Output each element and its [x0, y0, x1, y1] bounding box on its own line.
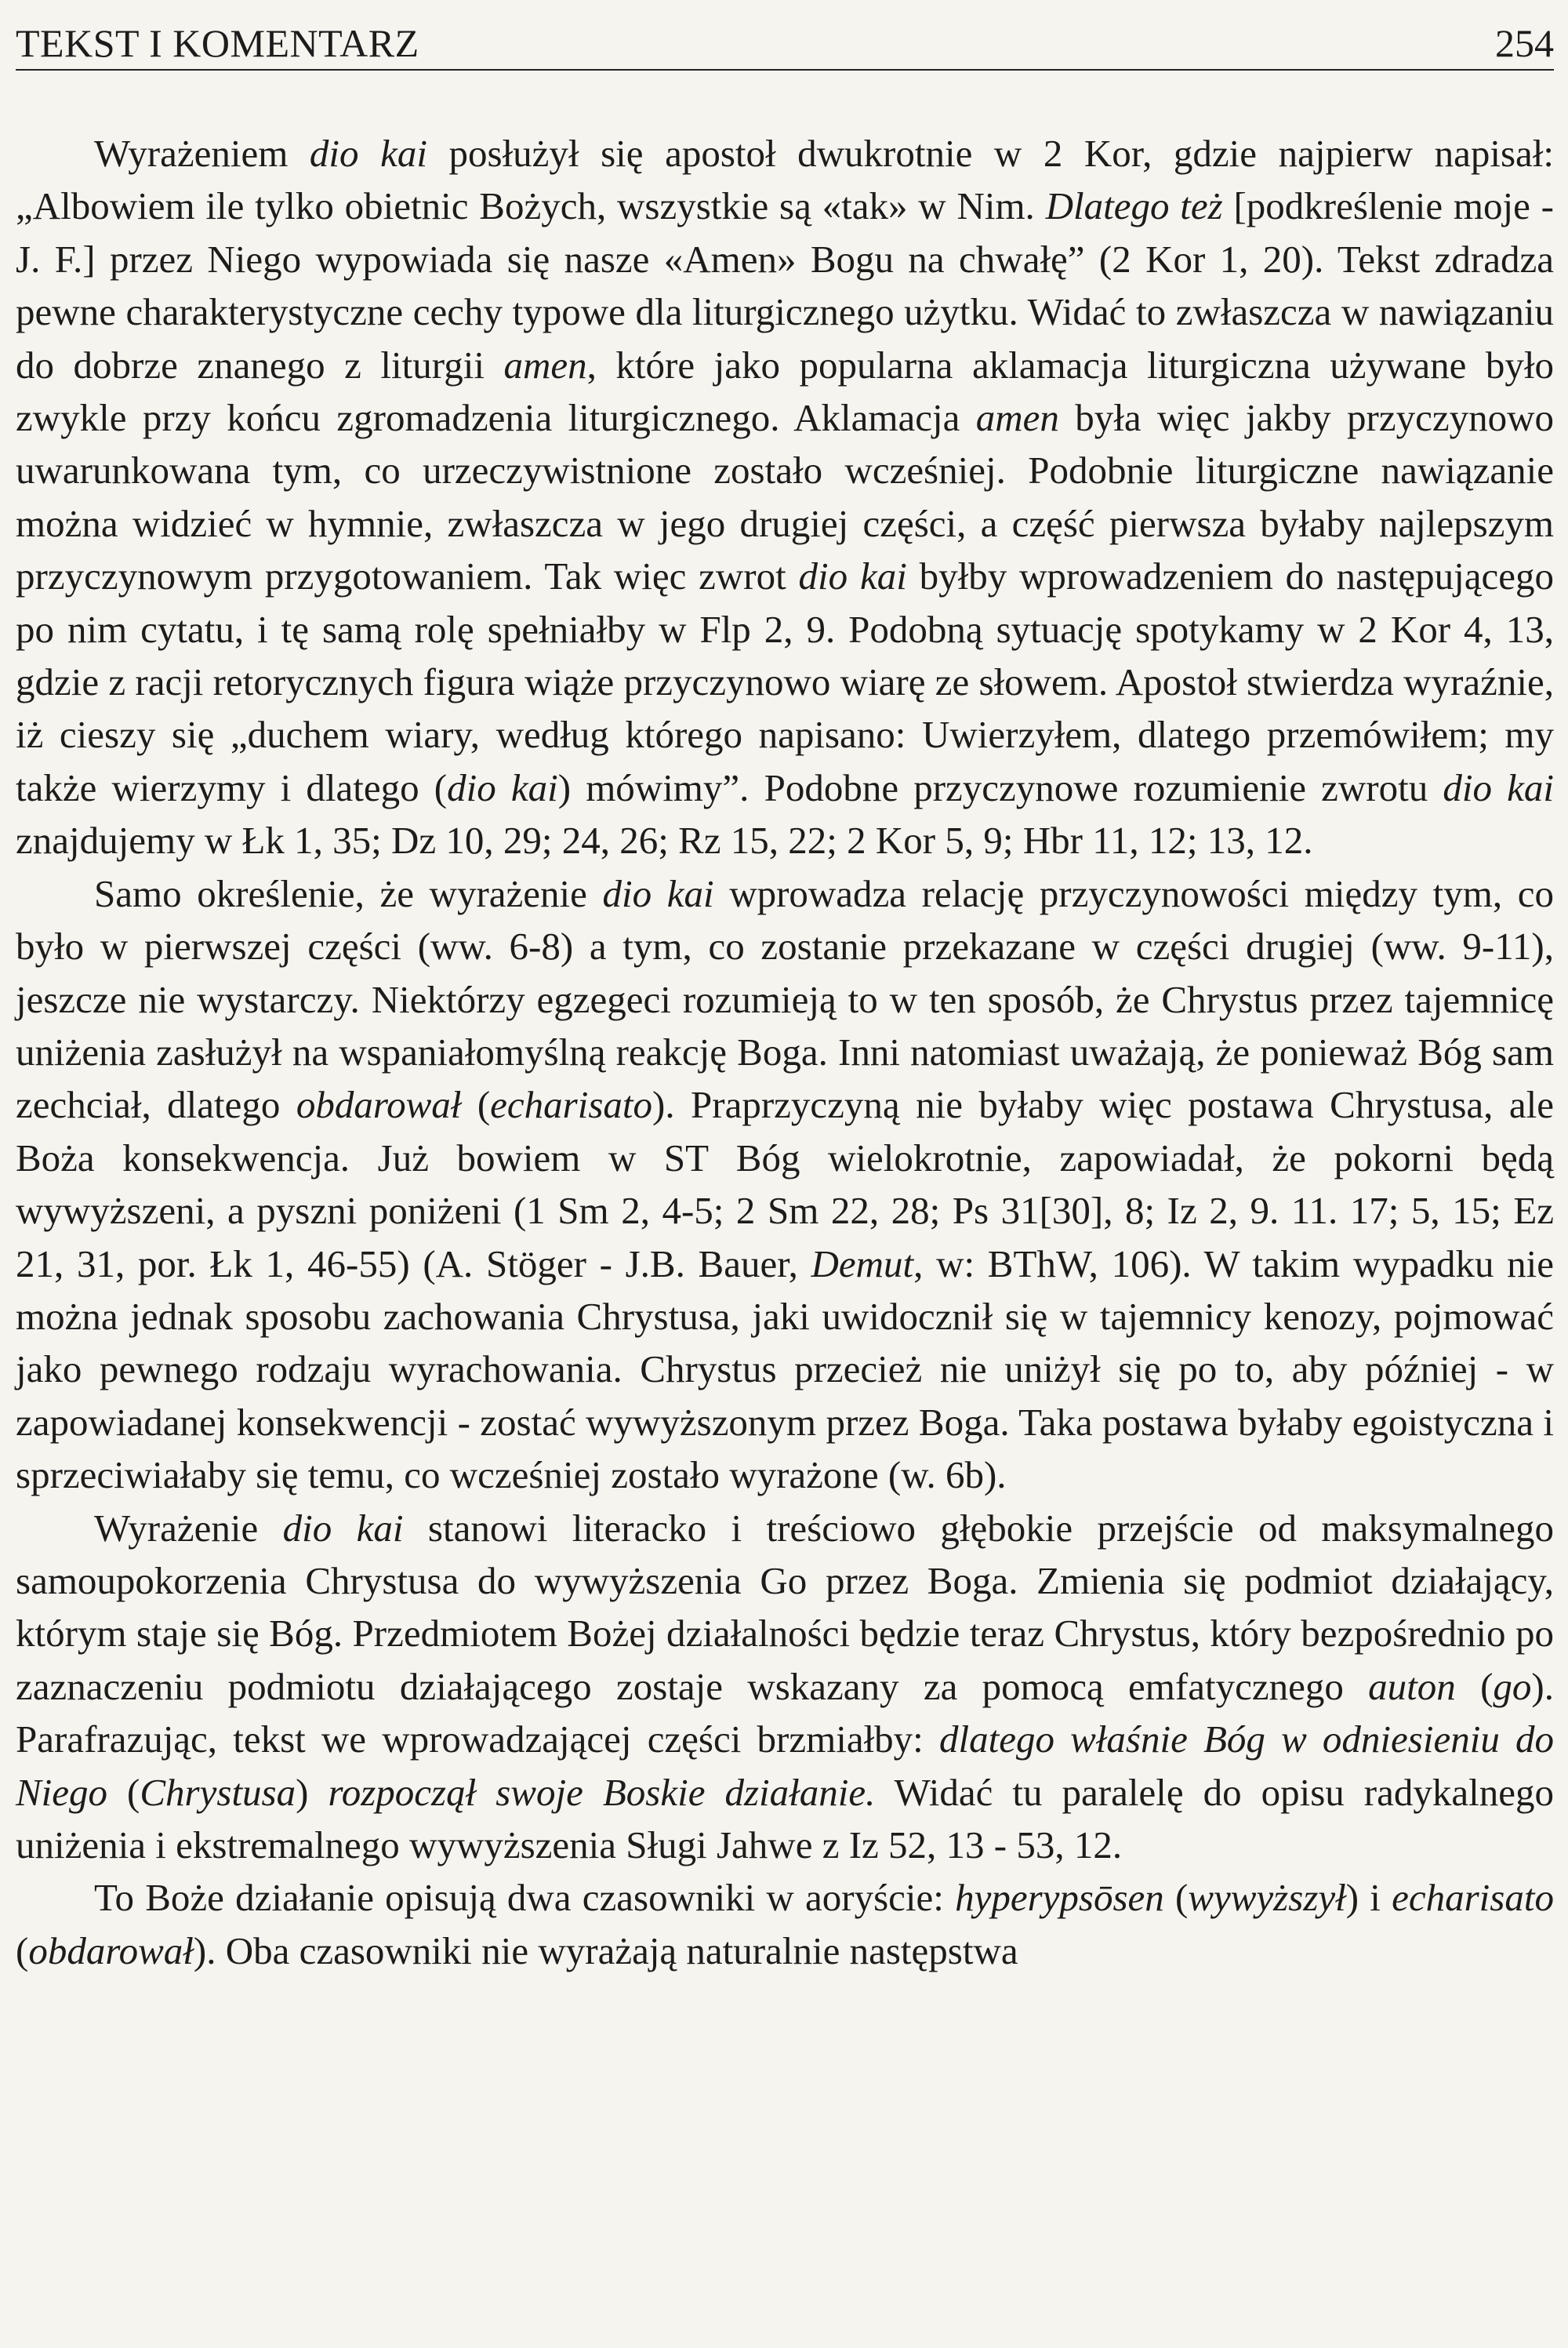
italic-run: wywyższył — [1188, 1876, 1346, 1920]
italic-run: dio kai — [798, 554, 907, 598]
text-run: ). Praprzyczyną nie byłaby więc postawa Chrystusa, ale Boża konsekwencja. Już bowiem w ST Bóg wielokrotnie, zapowiadał, że pokorni będą wywyższeni, a pyszni poniżeni (1 Sm 2, 4-5; 2 Sm 22, 28; Ps 31[30], 8; Iz 2, 9. 11. 17; 5, 15; Ez 21, 31, por. Łk 1, 46-55) (A. Stöger - J.B. Bauer, — [16, 1083, 1554, 1285]
italic-run: obdarował — [296, 1083, 462, 1127]
italic-run: amen — [975, 396, 1059, 440]
text-run: ( — [1455, 1664, 1494, 1708]
text-run: ) — [296, 1770, 328, 1814]
italic-run: Demut — [811, 1241, 914, 1285]
text-run: ) i — [1345, 1876, 1392, 1920]
paragraph-4 — [16, 1871, 1554, 1977]
text-run: , które jako popularna aklamacja liturgiczna używane było zwykle przy końcu zgromadzenia liturgicznego. Aklamacja — [16, 343, 1555, 440]
italic-run: dio kai — [1443, 765, 1555, 809]
text-run: Wyrażeniem — [94, 132, 310, 175]
italic-run: Chrystusa — [140, 1770, 296, 1814]
italic-run: auton — [1368, 1664, 1456, 1708]
italic-run: go — [1493, 1664, 1532, 1708]
text-run: ( — [1163, 1876, 1189, 1920]
italic-run: dio kai — [309, 132, 427, 175]
italic-run: amen — [503, 343, 587, 387]
text-run: ). Oba czasowniki nie wyrażają naturalnie następstwa — [193, 1928, 1018, 1972]
text-run: posłużył się apostoł dwukrotnie w 2 Kor, gdzie najpierw napisał: „Albowiem ile tylko obietnic Bożych, wszystkie są «tak» w Nim. — [16, 132, 1554, 228]
text-run: Wyrażenie — [94, 1506, 283, 1550]
italic-run: rozpoczął swoje Boskie działanie. — [328, 1770, 876, 1814]
italic-run: dio kai — [447, 765, 558, 809]
text-run: wprowadza relację przyczynowości między tym, co było w pierwszej części (ww. 6-8) a tym, co zostanie przekazane w części drugiej (ww. 9-11), jeszcze nie wystarczy. Niektórzy egzegeci rozumieją to w ten sposób, że Chrystus przez tajemnicę uniżenia zasłużył na wspaniałomyślną reakcję Boga. Inni natomiast uważają, że ponieważ Bóg sam zechciał, dlatego — [16, 871, 1554, 1127]
running-header — [16, 21, 1554, 71]
text-run: ( — [16, 1928, 29, 1972]
italic-run: dio kai — [282, 1506, 404, 1550]
italic-run: echarisato — [490, 1083, 653, 1127]
paragraph-2 — [16, 867, 1554, 1502]
section-title: TEKST I KOMENTARZ — [16, 21, 419, 65]
italic-run: echarisato — [1392, 1876, 1554, 1920]
body-text — [16, 127, 1554, 1977]
text-run: [podkreślenie moje - J. F.] przez Niego wypowiada się nasze «Amen» Bogu na chwałę” (2 Kor 1, 20). Tekst zdradza pewne charakterystyczne cechy typowe dla liturgicznego użytku. Widać to zwłaszcza w nawiązaniu do dobrze znanego z liturgii — [16, 184, 1554, 387]
text-run: znajdujemy w Łk 1, 35; Dz 10, 29; 24, 26; Rz 15, 22; 2 Kor 5, 9; Hbr 11, 12; 13, 12. — [16, 819, 1313, 863]
text-run: Samo określenie, że wyrażenie — [94, 871, 603, 915]
paragraph-3 — [16, 1502, 1554, 1872]
text-run: To Boże działanie opisują dwa czasowniki w aoryście: — [94, 1876, 956, 1920]
text-run: , w: BThW, 106). W takim wypadku nie można jednak sposobu zachowania Chrystusa, jaki uwidocznił się w tajemnicy kenozy, pojmować jako pewnego rodzaju wyrachowania. Chrystus przecież nie uniżył się po to, aby później - w zapowiadanej konsekwencji - zostać wywyższonym przez Boga. Taka postawa byłaby egoistyczna i sprzeciwiałaby się temu, co wcześniej zostało wyrażone (w. 6b). — [16, 1241, 1555, 1497]
text-run: ( — [107, 1770, 140, 1814]
italic-run: dlatego właśnie Bóg w odniesieniu do Niego — [16, 1717, 1554, 1814]
italic-run: dio kai — [602, 871, 714, 915]
paragraph-1 — [16, 127, 1554, 867]
page-number: 254 — [1495, 21, 1554, 65]
italic-run: Dlatego też — [1045, 184, 1223, 228]
italic-run: obdarował — [28, 1928, 194, 1972]
text-run: byłby wprowadzeniem do następującego po nim cytatu, i tę samą rolę spełniałby w Flp 2, 9. Podobną sytuację spotykamy w 2 Kor 4, 13, gdzie z racji retorycznych figura wiąże przyczynowo wiarę ze słowem. Apostoł stwierdza wyraźnie, iż cieszy się „duchem wiary, według którego napisano: Uwierzyłem, dlatego przemówiłem; my także wierzymy i dlatego ( — [16, 554, 1554, 809]
text-run: Widać tu paralelę do opisu radykalnego uniżenia i ekstremalnego wywyższenia Sługi Jahwe z Iz 52, 13 - 53, 12. — [16, 1770, 1554, 1866]
text-run: ( — [461, 1083, 491, 1127]
text-run: ). Parafrazując, tekst we wprowadzającej części brzmiałby: — [16, 1664, 1554, 1761]
text-run: stanowi literacko i treściowo głębokie przejście od maksymalnego samoupokorzenia Chrystusa do wywyższenia Go przez Boga. Zmienia się podmiot działający, którym staje się Bóg. Przedmiotem Bożej działalności będzie teraz Chrystus, który bezpośrednio po zaznaczeniu podmiotu działającego zostaje wskazany za pomocą emfatycznego — [16, 1506, 1555, 1708]
italic-run: hyperypsōsen — [955, 1876, 1164, 1920]
text-run: ) mówimy”. Podobne przyczynowe rozumienie zwrotu — [557, 765, 1443, 809]
text-run: była więc jakby przyczynowo uwarunkowana tym, co urzeczywistnione zostało wcześniej. Podobnie liturgiczne nawiązanie można widzieć w hymnie, zwłaszcza w jego drugiej części, a część pierwsza byłaby najlepszym przyczynowym przygotowaniem. Tak więc zwrot — [16, 396, 1555, 598]
